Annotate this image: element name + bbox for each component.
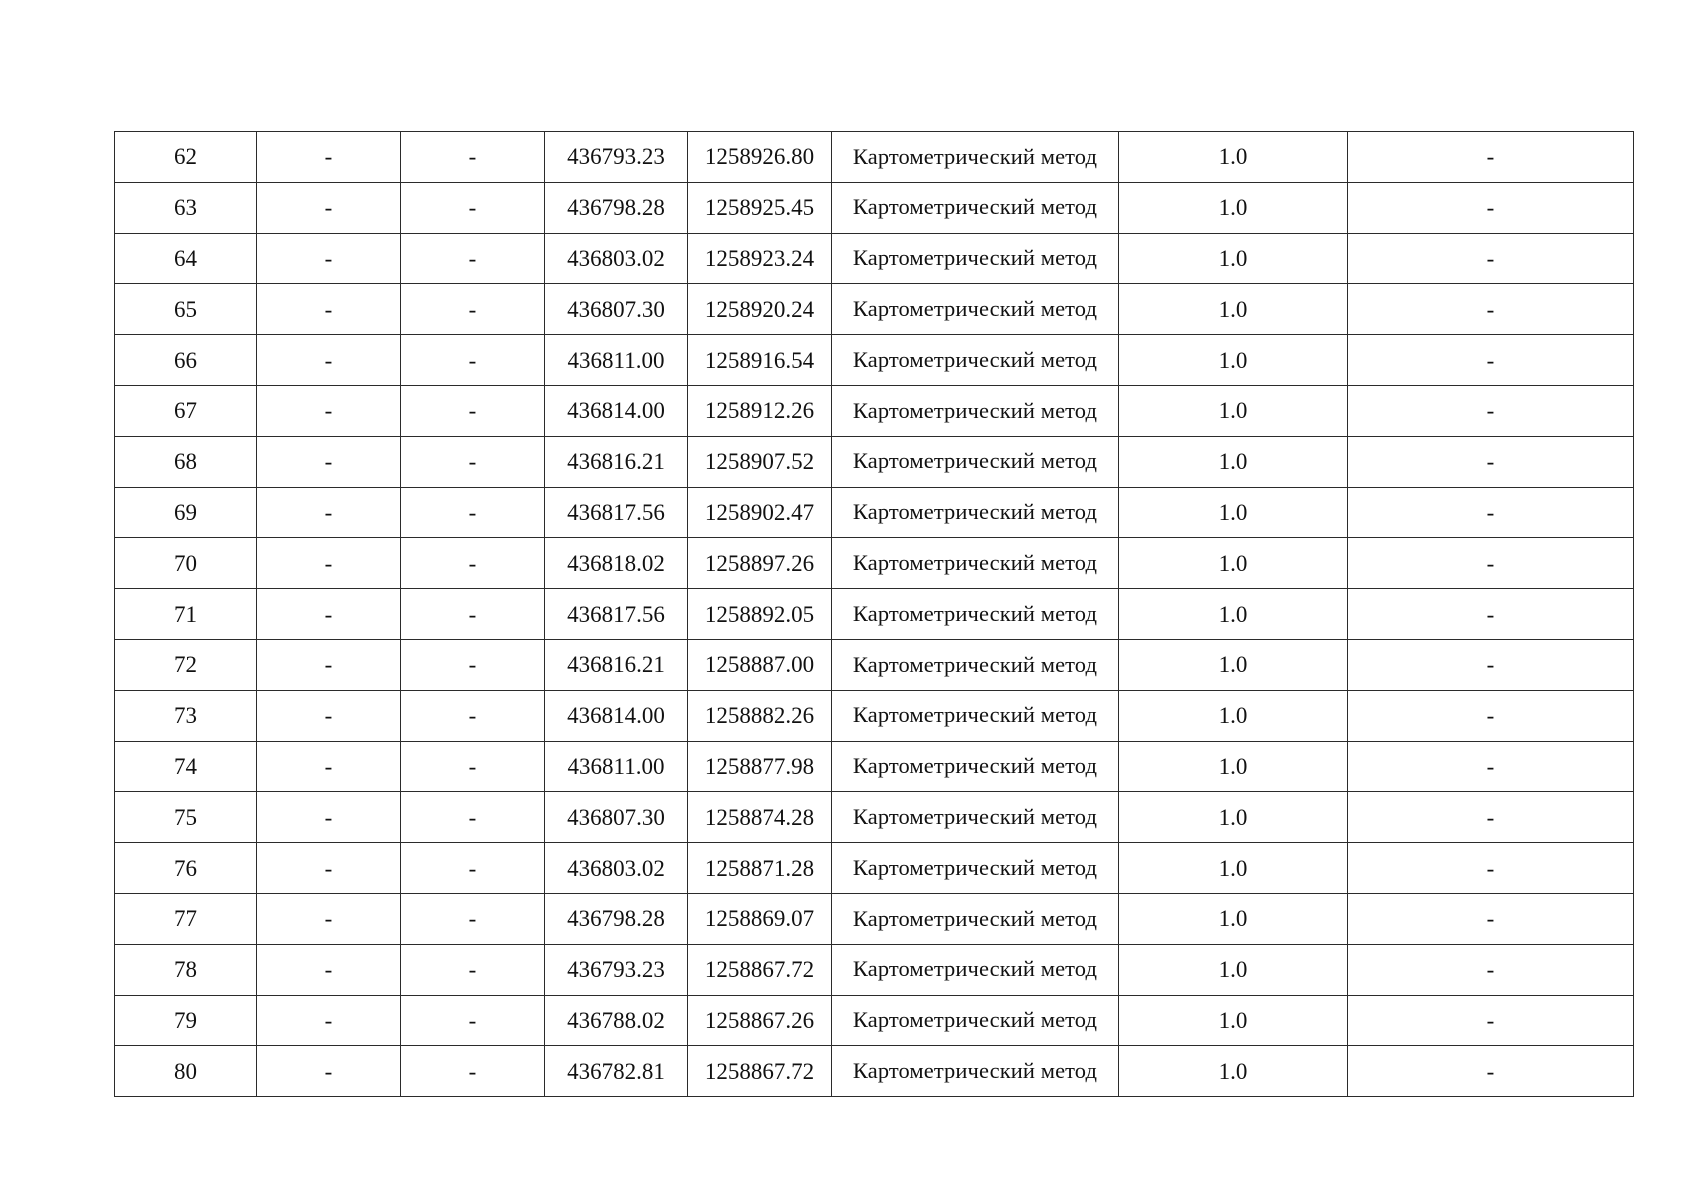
note-cell: -: [1348, 944, 1634, 995]
coordinate-y-cell: 1258916.54: [688, 335, 832, 386]
coordinate-y-cell: 1258869.07: [688, 893, 832, 944]
coordinate-x-cell: 436817.56: [545, 589, 688, 640]
coordinate-y-cell: 1258871.28: [688, 843, 832, 894]
method-cell: Картометрический метод: [832, 538, 1119, 589]
empty-cell: -: [401, 893, 545, 944]
accuracy-cell: 1.0: [1119, 995, 1348, 1046]
method-cell: Картометрический метод: [832, 639, 1119, 690]
note-cell: -: [1348, 690, 1634, 741]
note-cell: -: [1348, 792, 1634, 843]
empty-cell: -: [257, 335, 401, 386]
table-row: [115, 335, 1634, 386]
table-row: [115, 690, 1634, 741]
note-cell: -: [1348, 233, 1634, 284]
accuracy-cell: 1.0: [1119, 436, 1348, 487]
method-cell: Картометрический метод: [832, 843, 1119, 894]
empty-cell: -: [401, 843, 545, 894]
table-row: [115, 538, 1634, 589]
point-number-cell: 64: [115, 233, 257, 284]
note-cell: -: [1348, 182, 1634, 233]
empty-cell: -: [257, 132, 401, 183]
table-row: [115, 132, 1634, 183]
point-number-cell: 71: [115, 589, 257, 640]
note-cell: -: [1348, 1046, 1634, 1097]
point-number-cell: 62: [115, 132, 257, 183]
empty-cell: -: [257, 487, 401, 538]
empty-cell: -: [401, 385, 545, 436]
table-row: [115, 792, 1634, 843]
coordinate-x-cell: 436798.28: [545, 893, 688, 944]
point-number-cell: 65: [115, 284, 257, 335]
table-row: [115, 436, 1634, 487]
method-cell: Картометрический метод: [832, 1046, 1119, 1097]
coordinate-x-cell: 436793.23: [545, 132, 688, 183]
point-number-cell: 74: [115, 741, 257, 792]
accuracy-cell: 1.0: [1119, 335, 1348, 386]
coordinate-x-cell: 436803.02: [545, 843, 688, 894]
accuracy-cell: 1.0: [1119, 843, 1348, 894]
coordinate-y-cell: 1258907.52: [688, 436, 832, 487]
empty-cell: -: [257, 893, 401, 944]
coordinate-y-cell: 1258887.00: [688, 639, 832, 690]
coordinate-x-cell: 436798.28: [545, 182, 688, 233]
coordinate-y-cell: 1258867.26: [688, 995, 832, 1046]
point-number-cell: 78: [115, 944, 257, 995]
method-cell: Картометрический метод: [832, 487, 1119, 538]
empty-cell: -: [401, 487, 545, 538]
accuracy-cell: 1.0: [1119, 639, 1348, 690]
accuracy-cell: 1.0: [1119, 944, 1348, 995]
note-cell: -: [1348, 487, 1634, 538]
point-number-cell: 75: [115, 792, 257, 843]
empty-cell: -: [257, 1046, 401, 1097]
empty-cell: -: [401, 690, 545, 741]
coordinate-x-cell: 436816.21: [545, 436, 688, 487]
method-cell: Картометрический метод: [832, 995, 1119, 1046]
note-cell: -: [1348, 995, 1634, 1046]
point-number-cell: 72: [115, 639, 257, 690]
empty-cell: -: [401, 589, 545, 640]
coordinate-x-cell: 436807.30: [545, 792, 688, 843]
method-cell: Картометрический метод: [832, 944, 1119, 995]
table-row: [115, 843, 1634, 894]
empty-cell: -: [257, 741, 401, 792]
method-cell: Картометрический метод: [832, 233, 1119, 284]
point-number-cell: 70: [115, 538, 257, 589]
coordinate-y-cell: 1258882.26: [688, 690, 832, 741]
coordinates-table: [114, 131, 1634, 1097]
table-row: [115, 589, 1634, 640]
table-row: [115, 893, 1634, 944]
empty-cell: -: [257, 436, 401, 487]
accuracy-cell: 1.0: [1119, 893, 1348, 944]
accuracy-cell: 1.0: [1119, 132, 1348, 183]
empty-cell: -: [401, 741, 545, 792]
coordinate-x-cell: 436814.00: [545, 385, 688, 436]
point-number-cell: 67: [115, 385, 257, 436]
point-number-cell: 63: [115, 182, 257, 233]
method-cell: Картометрический метод: [832, 893, 1119, 944]
coordinate-y-cell: 1258902.47: [688, 487, 832, 538]
coordinate-x-cell: 436803.02: [545, 233, 688, 284]
point-number-cell: 68: [115, 436, 257, 487]
point-number-cell: 77: [115, 893, 257, 944]
point-number-cell: 69: [115, 487, 257, 538]
method-cell: Картометрический метод: [832, 335, 1119, 386]
accuracy-cell: 1.0: [1119, 284, 1348, 335]
table-row: [115, 639, 1634, 690]
accuracy-cell: 1.0: [1119, 233, 1348, 284]
coordinate-x-cell: 436814.00: [545, 690, 688, 741]
table-row: [115, 385, 1634, 436]
empty-cell: -: [401, 944, 545, 995]
coordinate-x-cell: 436793.23: [545, 944, 688, 995]
coordinate-x-cell: 436811.00: [545, 335, 688, 386]
note-cell: -: [1348, 132, 1634, 183]
accuracy-cell: 1.0: [1119, 487, 1348, 538]
coordinate-y-cell: 1258923.24: [688, 233, 832, 284]
empty-cell: -: [401, 233, 545, 284]
empty-cell: -: [401, 792, 545, 843]
coordinate-x-cell: 436817.56: [545, 487, 688, 538]
coordinate-y-cell: 1258920.24: [688, 284, 832, 335]
note-cell: -: [1348, 893, 1634, 944]
empty-cell: -: [401, 436, 545, 487]
empty-cell: -: [257, 182, 401, 233]
accuracy-cell: 1.0: [1119, 538, 1348, 589]
table-row: [115, 995, 1634, 1046]
empty-cell: -: [401, 284, 545, 335]
empty-cell: -: [401, 1046, 545, 1097]
empty-cell: -: [257, 589, 401, 640]
accuracy-cell: 1.0: [1119, 792, 1348, 843]
empty-cell: -: [257, 385, 401, 436]
method-cell: Картометрический метод: [832, 182, 1119, 233]
empty-cell: -: [257, 639, 401, 690]
empty-cell: -: [401, 335, 545, 386]
accuracy-cell: 1.0: [1119, 1046, 1348, 1097]
point-number-cell: 66: [115, 335, 257, 386]
method-cell: Картометрический метод: [832, 741, 1119, 792]
accuracy-cell: 1.0: [1119, 741, 1348, 792]
point-number-cell: 73: [115, 690, 257, 741]
note-cell: -: [1348, 639, 1634, 690]
accuracy-cell: 1.0: [1119, 182, 1348, 233]
note-cell: -: [1348, 843, 1634, 894]
coordinate-x-cell: 436782.81: [545, 1046, 688, 1097]
empty-cell: -: [257, 944, 401, 995]
coordinate-x-cell: 436816.21: [545, 639, 688, 690]
point-number-cell: 80: [115, 1046, 257, 1097]
method-cell: Картометрический метод: [832, 284, 1119, 335]
coordinate-x-cell: 436788.02: [545, 995, 688, 1046]
empty-cell: -: [257, 995, 401, 1046]
note-cell: -: [1348, 741, 1634, 792]
note-cell: -: [1348, 284, 1634, 335]
method-cell: Картометрический метод: [832, 132, 1119, 183]
empty-cell: -: [257, 792, 401, 843]
note-cell: -: [1348, 335, 1634, 386]
note-cell: -: [1348, 385, 1634, 436]
coordinate-y-cell: 1258925.45: [688, 182, 832, 233]
table-row: [115, 182, 1634, 233]
coordinate-y-cell: 1258892.05: [688, 589, 832, 640]
coordinate-x-cell: 436811.00: [545, 741, 688, 792]
empty-cell: -: [401, 182, 545, 233]
point-number-cell: 76: [115, 843, 257, 894]
method-cell: Картометрический метод: [832, 792, 1119, 843]
table-row: [115, 944, 1634, 995]
empty-cell: -: [401, 132, 545, 183]
method-cell: Картометрический метод: [832, 589, 1119, 640]
table-row: [115, 741, 1634, 792]
empty-cell: -: [401, 538, 545, 589]
accuracy-cell: 1.0: [1119, 385, 1348, 436]
empty-cell: -: [401, 639, 545, 690]
coordinate-y-cell: 1258912.26: [688, 385, 832, 436]
accuracy-cell: 1.0: [1119, 690, 1348, 741]
table-row: [115, 284, 1634, 335]
note-cell: -: [1348, 589, 1634, 640]
coordinate-x-cell: 436807.30: [545, 284, 688, 335]
note-cell: -: [1348, 538, 1634, 589]
empty-cell: -: [401, 995, 545, 1046]
method-cell: Картометрический метод: [832, 436, 1119, 487]
empty-cell: -: [257, 538, 401, 589]
point-number-cell: 79: [115, 995, 257, 1046]
coordinate-y-cell: 1258897.26: [688, 538, 832, 589]
table-row: [115, 487, 1634, 538]
coordinate-y-cell: 1258926.80: [688, 132, 832, 183]
table-body: [115, 132, 1634, 1097]
table-row: [115, 233, 1634, 284]
table-row: [115, 1046, 1634, 1097]
note-cell: -: [1348, 436, 1634, 487]
empty-cell: -: [257, 233, 401, 284]
empty-cell: -: [257, 843, 401, 894]
empty-cell: -: [257, 284, 401, 335]
empty-cell: -: [257, 690, 401, 741]
method-cell: Картометрический метод: [832, 690, 1119, 741]
method-cell: Картометрический метод: [832, 385, 1119, 436]
accuracy-cell: 1.0: [1119, 589, 1348, 640]
coordinate-x-cell: 436818.02: [545, 538, 688, 589]
coordinate-y-cell: 1258867.72: [688, 944, 832, 995]
coordinate-y-cell: 1258874.28: [688, 792, 832, 843]
coordinate-y-cell: 1258867.72: [688, 1046, 832, 1097]
coordinate-y-cell: 1258877.98: [688, 741, 832, 792]
